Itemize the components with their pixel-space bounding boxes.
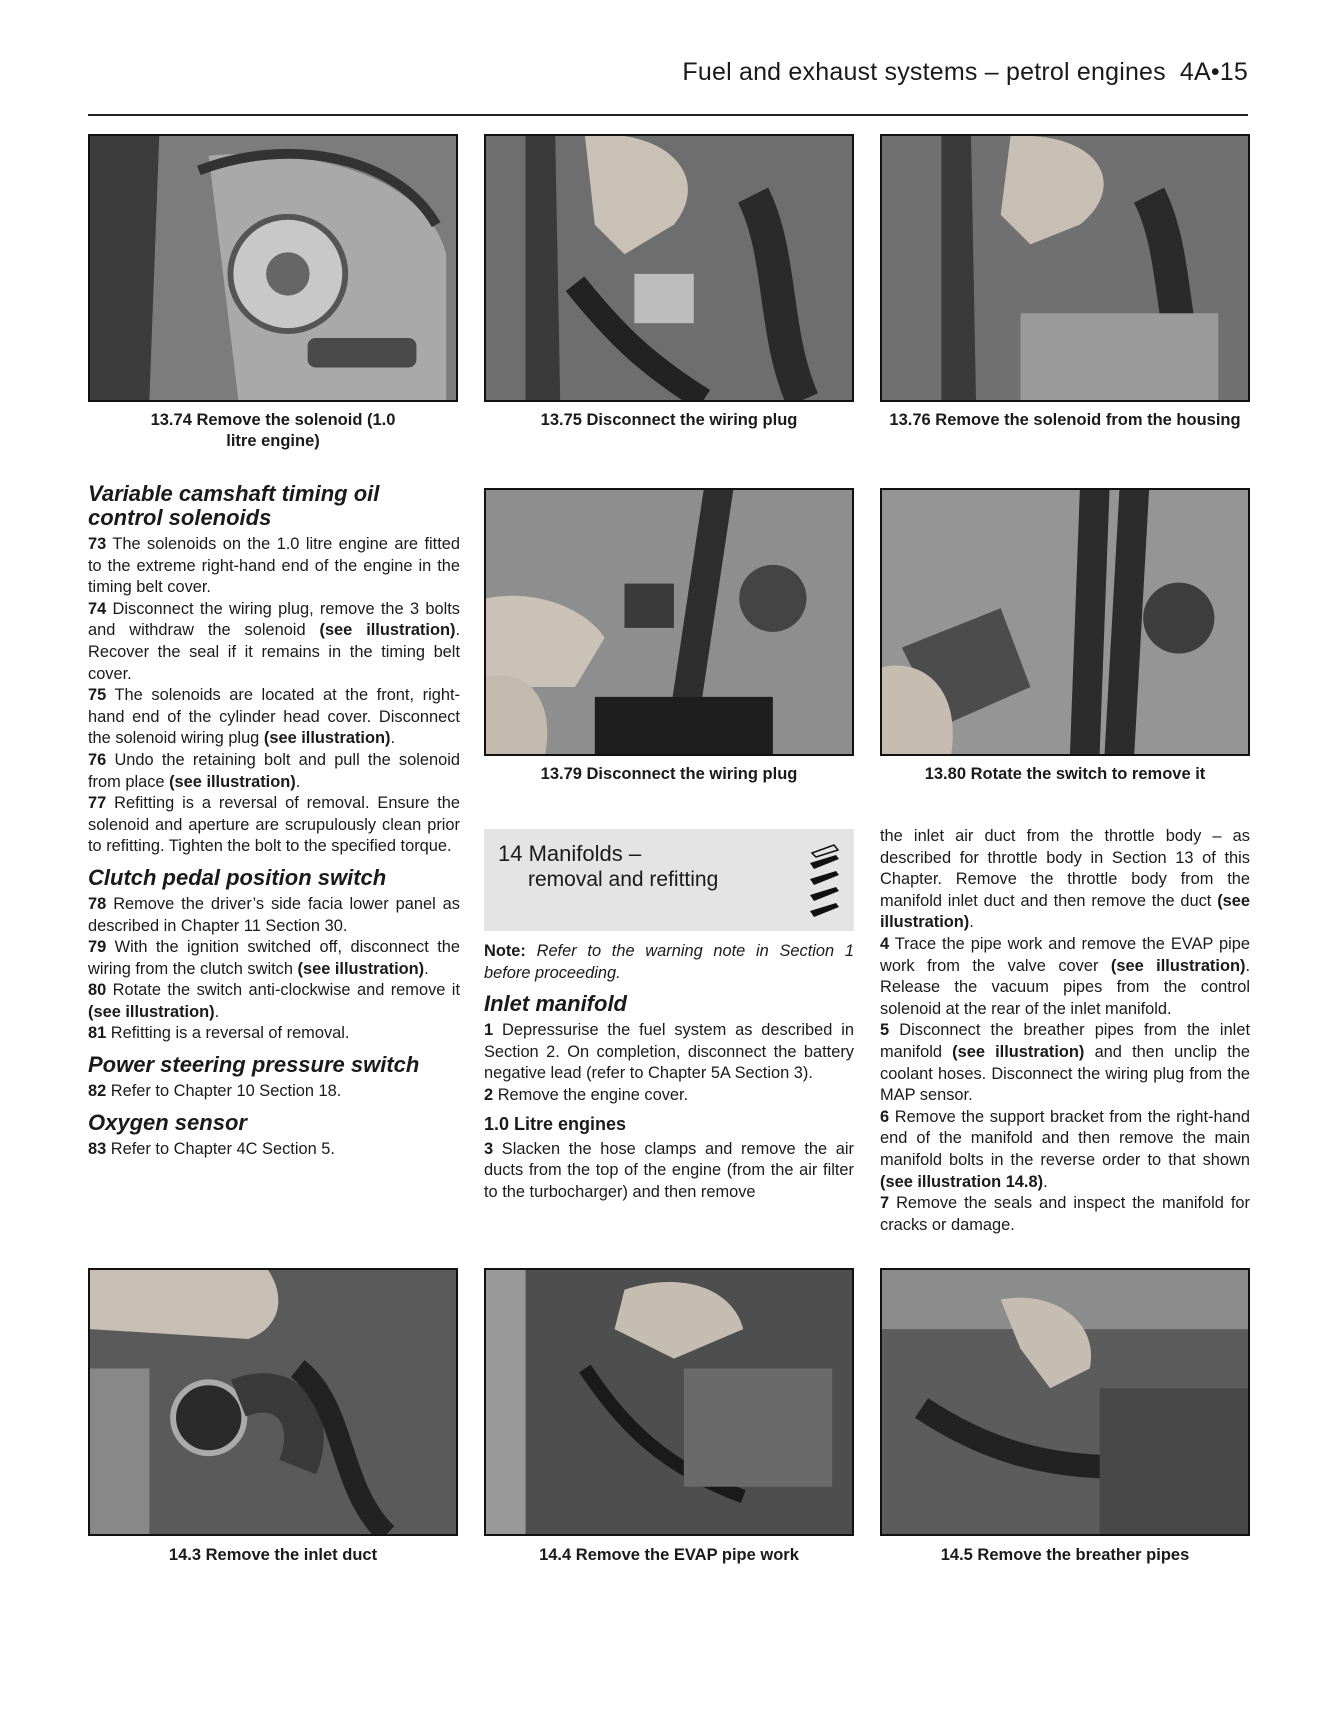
caption-13-79: 13.79 Disconnect the wiring plug	[540, 765, 798, 783]
para-76: 76 Undo the retaining bolt and pull the solenoid from place (see illustration).	[88, 750, 460, 791]
para-3-continued: the inlet air duct from the throttle body – as described for throttle body in Section 13 of this Chapter. Remove the throttle body from the manifold inlet duct and then remove the duct (see illustration).	[880, 827, 1251, 932]
caption-14-5: 14.5 Remove the breather pipes	[940, 1546, 1190, 1564]
para-83: 83 Refer to Chapter 4C Section 5.	[88, 1139, 335, 1158]
page-reference: 4A•15	[1179, 58, 1248, 86]
section-14-title: 14 Manifolds –	[498, 841, 642, 866]
heading-clutch-switch: Clutch pedal position switch	[88, 864, 387, 890]
heading-1-0-litre: 1.0 Litre engines	[484, 1113, 627, 1134]
para-6: 6 Remove the support bracket from the right-hand end of the manifold and then remove the main manifold bolts in the reverse order to that shown (see illustration 14.8).	[880, 1107, 1250, 1191]
photo-14-3	[88, 1268, 458, 1536]
heading-power-steering: Power steering pressure switch	[88, 1052, 420, 1078]
photo-13-74	[88, 134, 458, 402]
caption-13-74: 13.74 Remove the solenoid (1.0 litre engine)	[150, 411, 396, 450]
caption-13-76: 13.76 Remove the solenoid from the housing	[889, 411, 1241, 429]
photo-14-4	[484, 1268, 854, 1536]
photo-13-75	[484, 134, 854, 402]
para-74: 74 Disconnect the wiring plug, remove the 3 bolts and withdraw the solenoid (see illustration). Recover the seal if it remains in the timing belt cover.	[88, 599, 460, 683]
para-75: 75 The solenoids are located at the front, right-hand end of the cylinder head cover. Disconnect the solenoid wiring plug (see illustration).	[88, 686, 460, 748]
chapter-title: Fuel and exhaust systems – petrol engines	[682, 58, 1166, 86]
para-81: 81 Refitting is a reversal of removal.	[88, 1024, 350, 1043]
caption-14-4: 14.4 Remove the EVAP pipe work	[539, 1546, 799, 1564]
running-header	[88, 58, 1248, 87]
para-78: 78 Remove the driver’s side facia lower panel as described in Chapter 11 Section 30.	[88, 894, 460, 935]
caption-13-75: 13.75 Disconnect the wiring plug	[540, 411, 798, 429]
left-column	[88, 482, 460, 1160]
section-14-heading-box	[484, 829, 854, 931]
difficulty-rating-icon	[806, 843, 844, 919]
para-7: 7 Remove the seals and inspect the manifold for cracks or damage.	[880, 1194, 1251, 1234]
para-77: 77 Refitting is a reversal of removal. Ensure the solenoid and aperture are scrupulously clean prior to refitting. Tighten the bolt to the specified torque.	[88, 794, 460, 856]
note: Note: Refer to the warning note in Section 1 before proceeding.	[484, 942, 854, 982]
heading-inlet-manifold: Inlet manifold	[484, 991, 627, 1017]
para-4: 4 Trace the pipe work and remove the EVAP pipe work from the valve cover (see illustration). Release the vacuum pipes from the control solenoid at the rear of the inlet manifold.	[880, 934, 1250, 1018]
photo-14-5	[880, 1268, 1250, 1536]
para-5: 5 Disconnect the breather pipes from the inlet manifold (see illustration) and then unclip the coolant hoses. Disconnect the wiring plug from the MAP sensor.	[880, 1021, 1250, 1105]
section-14-subtitle: removal and refitting	[528, 868, 719, 891]
header-rule	[88, 114, 1248, 116]
heading-oxygen-sensor: Oxygen sensor	[88, 1109, 247, 1135]
photo-13-79	[484, 488, 854, 756]
photo-13-76	[880, 134, 1250, 402]
para-2: 2 Remove the engine cover.	[484, 1085, 689, 1104]
para-73: 73 The solenoids on the 1.0 litre engine are fitted to the extreme right-hand end of the engine in the timing belt cover.	[88, 535, 460, 597]
caption-14-3: 14.3 Remove the inlet duct	[168, 1546, 378, 1564]
middle-column	[484, 941, 854, 1203]
photo-13-80	[880, 488, 1250, 756]
para-3: 3 Slacken the hose clamps and remove the air ducts from the top of the engine (from the air filter to the turbocharger) and then remove	[484, 1139, 854, 1201]
para-79: 79 With the ignition switched off, disconnect the wiring from the clutch switch (see illustration).	[88, 938, 460, 978]
right-column	[880, 826, 1250, 1236]
para-82: 82 Refer to Chapter 10 Section 18.	[88, 1082, 342, 1101]
para-80: 80 Rotate the switch anti-clockwise and remove it (see illustration).	[88, 981, 460, 1021]
para-1: 1 Depressurise the fuel system as described in Section 2. On completion, disconnect the battery negative lead (refer to Chapter 5A Section 3).	[484, 1021, 855, 1083]
caption-13-80: 13.80 Rotate the switch to remove it	[924, 765, 1206, 783]
heading-vct-solenoids: Variable camshaft timing oil control solenoids	[88, 481, 380, 530]
